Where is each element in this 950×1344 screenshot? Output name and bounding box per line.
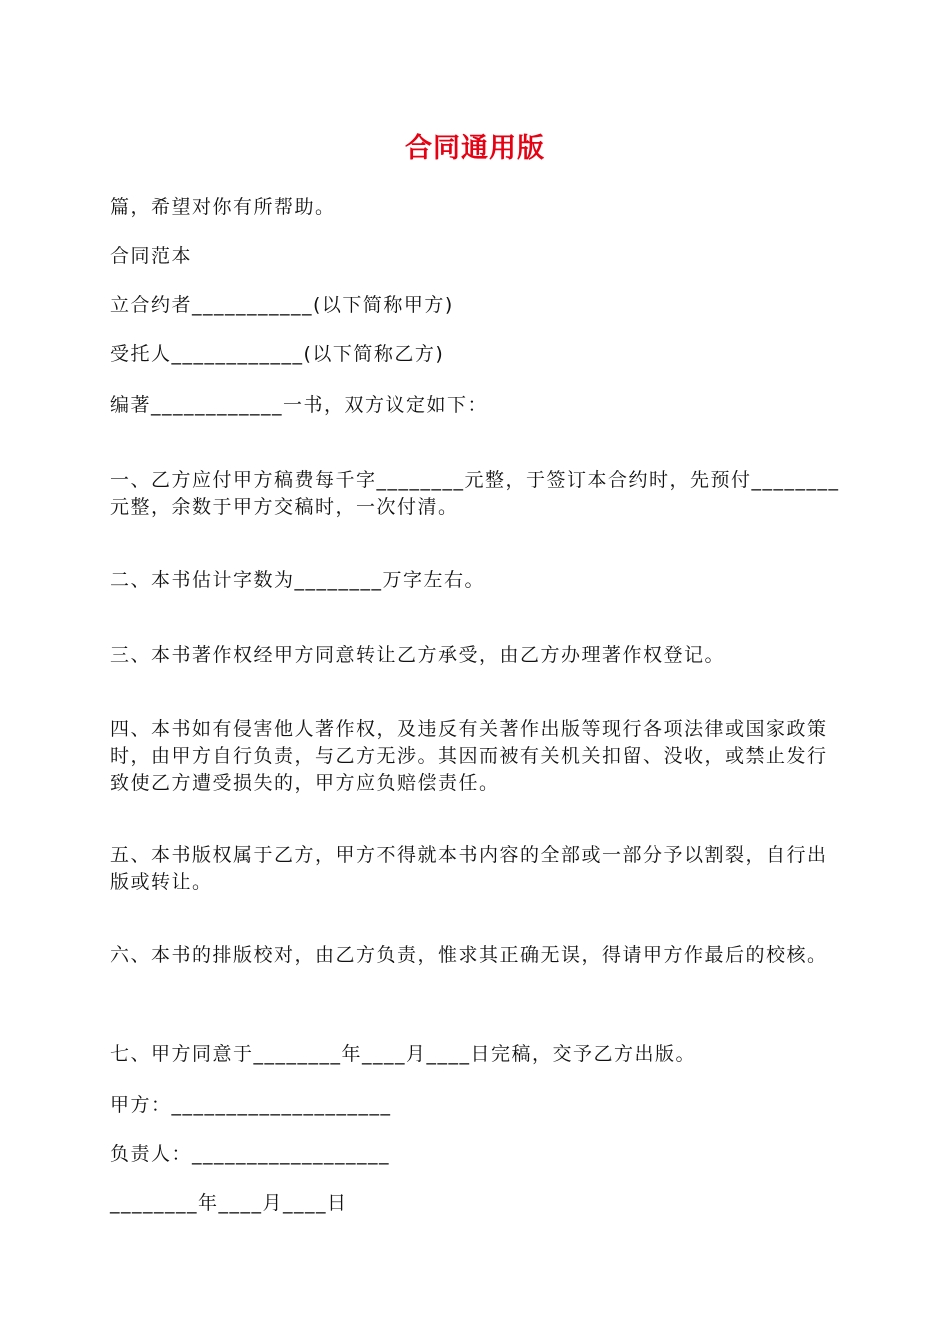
clause-6: 六、本书的排版校对，由乙方负责，惟求其正确无误，得请甲方作最后的校核。	[110, 944, 828, 966]
contract-sample-heading: 合同范本	[110, 245, 193, 267]
signature-date: ________年____月____日	[110, 1192, 348, 1214]
clause-3: 三、本书著作权经甲方同意转让乙方承受，由乙方办理著作权登记。	[110, 644, 726, 666]
signature-party-a: 甲方：____________________	[110, 1094, 392, 1116]
clause-1: 一、乙方应付甲方稿费每千字________元整，于签订本合约时，先预付________元整，余数于甲方交稿时，一次付清。	[110, 469, 840, 518]
book-line: 编著____________一书，双方议定如下：	[110, 394, 489, 416]
clause-5: 五、本书版权属于乙方，甲方不得就本书内容的全部或一部分予以割裂，自行出版或转让。	[110, 844, 828, 893]
clause-7: 七、甲方同意于________年____月____日完稿，交予乙方出版。	[110, 1043, 697, 1065]
clause-2: 二、本书估计字数为________万字左右。	[110, 569, 486, 591]
clause-4: 四、本书如有侵害他人著作权，及违反有关著作出版等现行各项法律或国家政策时，由甲方自行负责，与乙方无涉。其因而被有关机关扣留、没收，或禁止发行致使乙方遭受损失的，甲方应负赔偿责任。	[110, 718, 828, 794]
intro-line: 篇，希望对你有所帮助。	[110, 196, 336, 218]
signature-responsible-person: 负责人：__________________	[110, 1143, 391, 1165]
party-a-line: 立合约者___________(以下简称甲方)	[110, 294, 454, 316]
document-title: 合同通用版	[405, 133, 545, 164]
party-b-line: 受托人____________(以下简称乙方)	[110, 343, 445, 365]
